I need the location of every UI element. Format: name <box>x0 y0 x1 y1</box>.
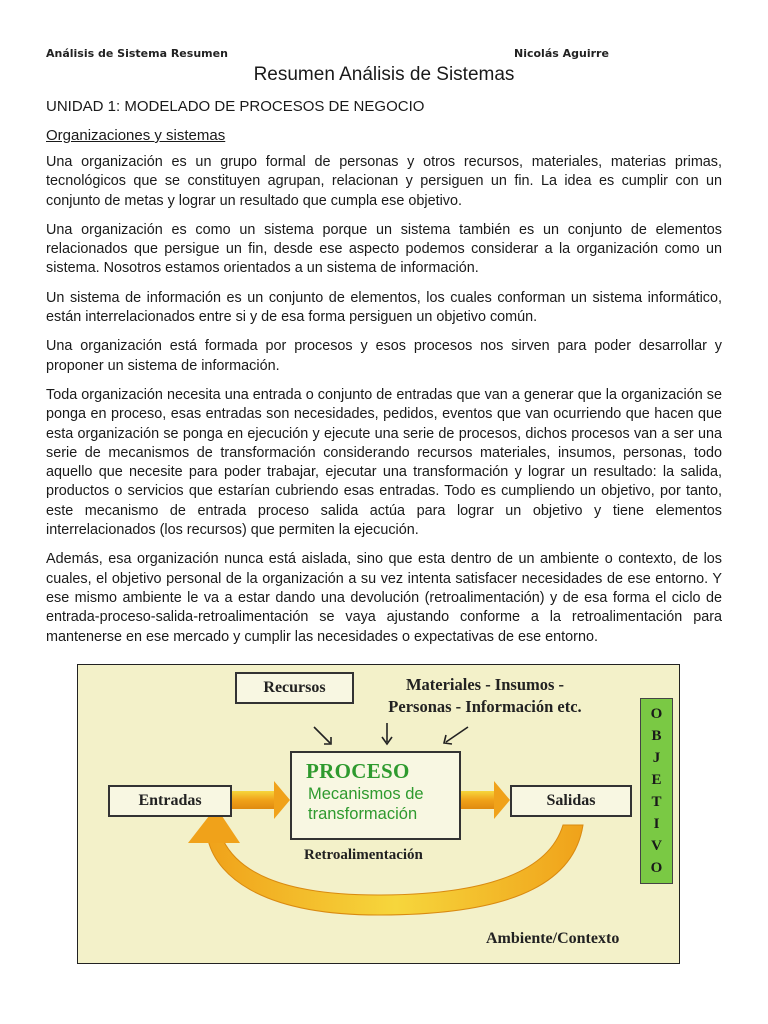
objetivo-letter: V <box>651 837 662 854</box>
paragraph: Una organización es un grupo formal de personas y otros recursos, materiales, materias primas, tecnológicos que se constituyen agrupan, relacionan y persiguen un fin. La idea es cumplir con un conjunto de metas y lograr un resultado que cumpla ese objetivo. <box>46 154 722 209</box>
recursos-box: Recursos <box>235 672 354 704</box>
materials-line: Personas - Información etc. <box>388 697 582 716</box>
paragraph: Además, esa organización nunca está aislada, sino que esta dentro de un ambiente o contexto, de los cuales, el objetivo personal de la organización a su vez intenta satisfacer necesidades de ese entorno. Y ese mismo ambiente le va a estar dando una devolución (retroalimentación) y de esa forma el ciclo de entrada-proceso-salida-retroalimentación se vaya ajustando conforme a la retroalimentación para mantenerse en ese mercado y cumplir las necesidades o expectativas de ese entorno. <box>46 551 722 645</box>
ambiente-label: Ambiente/Contexto <box>486 930 620 947</box>
entradas-arrow <box>232 781 290 819</box>
salidas-box: Salidas <box>510 785 632 817</box>
entradas-box: Entradas <box>108 785 232 817</box>
paragraph: Toda organización necesita una entrada o conjunto de entradas que van a generar que la organización se ponga en proceso, esas entradas son necesidades, pedidos, eventos que van ocurriendo que hacen que esta organización se ponga en ejecución y ejecute una serie de procesos, dichos procesos van a ser una serie de mecanismos de transformación considerando recursos materiales, insumos, personas, todo aquello que necesite para poder trabajar, ejecutar una transformación y lograr un resultado: la salida, productos o servicios que estarían cubriendo esas entradas. Todo es cumpliendo un objetivo, por tanto, este mecanismo de entrada proceso salida actúa para lograr un objetivo y tiene elementos interrelacionados (los recursos) que permiten la ejecución. <box>46 386 722 539</box>
objetivo-letter: T <box>651 793 662 810</box>
section-title: Organizaciones y sistemas <box>46 127 226 144</box>
objetivo-letter: B <box>651 727 662 744</box>
objetivo-letter: O <box>650 859 663 876</box>
paragraph: Una organización está formada por procesos y esos procesos nos sirven para poder desarrollar y proponer un sistema de información. <box>46 338 722 374</box>
header-left: Análisis de Sistema Resumen <box>46 47 228 60</box>
document-title: Resumen Análisis de Sistemas <box>253 64 515 85</box>
objetivo-letter: O <box>650 705 663 722</box>
retroalimentacion-label: Retroalimentación <box>304 847 423 863</box>
objetivo-letter: J <box>652 749 661 766</box>
proceso-title: PROCESO <box>306 759 410 783</box>
objetivo-letter: E <box>651 771 662 788</box>
proceso-line: Mecanismos de <box>308 785 424 803</box>
paragraph: Un sistema de información es un conjunto de elementos, los cuales conforman un sistema informático, están interrelacionados entre si y de esa forma persiguen un objetivo común. <box>46 289 722 326</box>
document-body <box>46 97 722 657</box>
proceso-box <box>290 751 461 840</box>
process-diagram <box>77 664 680 964</box>
materials-label <box>354 674 616 718</box>
paragraph: Una organización es como un sistema porque un sistema también es un conjunto de elementos relacionados que persigue un fin, desde ese aspecto podemos considerar a la organización como un sistema. Nosotros estamos orientados a un sistema de información. <box>46 221 722 277</box>
proceso-line: transformación <box>308 805 418 823</box>
input-arrows <box>314 723 468 744</box>
header-right: Nicolás Aguirre <box>514 47 609 60</box>
objetivo-bar <box>640 698 673 884</box>
unit-heading: UNIDAD 1: MODELADO DE PROCESOS DE NEGOCIO <box>46 98 425 115</box>
materials-line: Materiales - Insumos - <box>405 675 565 694</box>
objetivo-letter: I <box>653 815 660 832</box>
salidas-arrow <box>461 781 510 819</box>
